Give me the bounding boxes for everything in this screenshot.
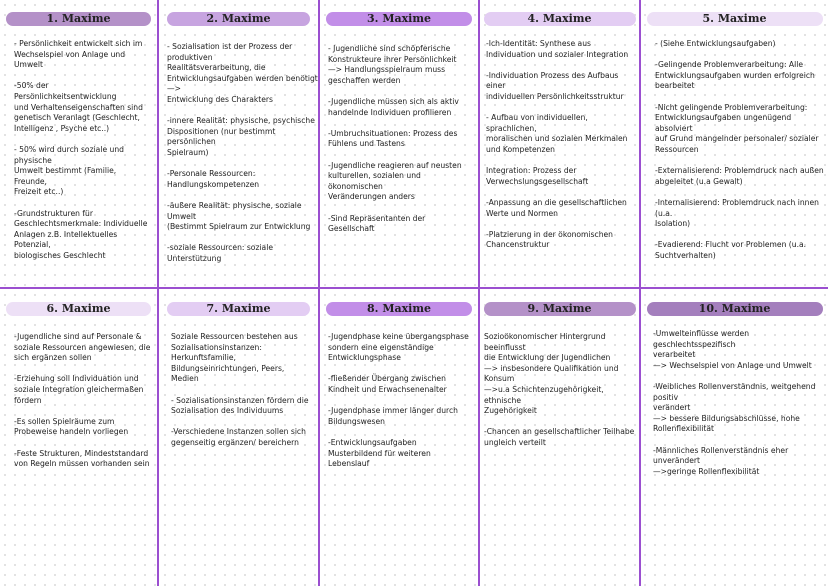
card-item: -Es sollen Spielräume zum Probeweise handeln vorliegen [14, 416, 129, 437]
card-item: -Jugendphase immer länger durch Bildungswesen [328, 406, 458, 426]
card-item: -Jugendphase keine übergangsphase sondern eine eigenständige Entwicklungsphase [328, 332, 469, 363]
card-maxime-7 [159, 289, 318, 586]
card-item: - Persönlichkeit entwickelt sich im Wechselspiel von Anlage und Umwelt [14, 39, 143, 70]
card-title: 1. Maxime [6, 12, 151, 26]
card-item: -fließender Übergang zwischen Kindheit und Erwachsenenalter [328, 374, 447, 394]
card-item: -Gelingende Problemverarbeitung: Alle Entwicklungsaufgaben wurden erfolgreich bearbeitet [655, 60, 815, 91]
card-item: -Individuation Prozess des Aufbaus einer individuellen Persönlichkeitsstruktur [486, 70, 624, 101]
card-item: -Platzierung in der ökonomischen Chancenstruktur [486, 229, 613, 250]
card-item: -Entwicklungsaufgaben Musterbildend für weiteren Lebenslauf [328, 437, 431, 469]
card-item: - 50% wird durch soziale und physische Umwelt bestimmt (Familie, Freunde, Freizeit etc..) [14, 144, 124, 197]
card-item: -50% der Persönlichkeitsentwicklung und Verhaltenseigenschaften sind genetisch Veranlagt (Geschlecht, Intelligenz , Psyche etc..) [14, 81, 143, 133]
card-maxime-4 [480, 0, 639, 287]
card-item: -Umbruchsituationen: Prozess des Fühlens und Tastens [328, 128, 458, 149]
card-item: -Erziehung soll Individuation und soziale Integration gleichermaßen fördern [14, 374, 144, 405]
card-item: -innere Realität: physische, psychische Dispositionen (nur bestimmt persönlichen Spielraum) [167, 116, 315, 157]
card-maxime-6 [0, 289, 157, 586]
card-item: - Sozialisation ist der Prozess der produktiven Realitätsverarbeitung, die Entwicklungsaufgaben werden benötigt —> Entwicklung des Charakters [167, 42, 318, 104]
card-maxime-10 [641, 289, 828, 586]
card-title: 10. Maxime [647, 302, 823, 316]
card-item: Integration: Prozess der Verwechslungsgesellschaft [486, 166, 589, 186]
card-item: - Sozialisationsinstanzen fördern die Sozialisation des Individuums [171, 395, 309, 416]
card-maxime-2 [159, 0, 318, 287]
card-item: -Externalisierend: Problemdruck nach außen abgeleitet (u.a Gewalt) [655, 166, 824, 186]
card-title: 6. Maxime [6, 302, 151, 316]
card-item: -Chancen an gesellschaftlicher Teilhabe ungleich verteilt [484, 427, 635, 447]
card-item: -äußere Realität: physische, soziale Umwelt (Bestimmt Spielraum zur Entwicklung [167, 200, 311, 232]
card-maxime-9 [480, 289, 639, 586]
card-item: -Evadierend: Flucht vor Problemen (u.a. Suchtverhalten) [655, 240, 807, 260]
card-item: -Jugendliche müssen sich als aktiv handelnde Individuen profilieren [328, 96, 459, 117]
card-item: -Männliches Rollenverständnis eher unverändert —>geringe Rollenflexibilität [653, 445, 789, 476]
card-title: 2. Maxime [167, 12, 310, 26]
card-item: -Verschiedene Instanzen sollen sich gegenseitig ergänzen/ bereichern [171, 427, 306, 447]
card-item: -Personale Ressourcen: Handlungskompetenzen [167, 169, 260, 189]
card-title: 8. Maxime [326, 302, 472, 316]
card-title: 7. Maxime [167, 302, 310, 316]
card-item: -Umwelteinflüsse werden geschlechtsspezifisch verarbeitet —> Wechselspiel von Anlage und Umwelt [653, 329, 812, 370]
card-item: Sozioökonomischer Hintergrund beeinflusst die Entwicklung der Jugendlichen —> insbesondere Qualifikation und Konsum —>u.a Schichtenzugehörigkeit, ethnische Zugehörigkeit [484, 332, 619, 416]
card-item: -soziale Ressourcen: soziale Unterstützung [167, 243, 273, 263]
card-item: -Nicht gelingende Problemverarbeitung: Entwicklungsaufgaben ungenügend absolviert auf Grund mangelnder personaler/ sozialer Ressourcen [655, 102, 819, 154]
card-maxime-3 [320, 0, 478, 287]
card-item: - Aufbau von individuellen, sprachlichen, moralischen und sozialen Merkmalen und Kompetenzen [486, 113, 628, 154]
card-item: -Internalisierend: Problemdruck nach innen (u.a. Isolation) [655, 197, 819, 229]
card-item: -Grundstrukturen für Geschlechtsmerkmale: Individuelle Anlagen z.B. Intellektuelles Potenzial, biologisches Geschlecht [14, 208, 148, 260]
card-item: Soziale Ressourcen bestehen aus Sozialisationsinstanzen: Herkunftsfamilie, Bildungseinrichtungen, Peers, Medien [171, 332, 298, 384]
card-title: 9. Maxime [484, 302, 636, 316]
card-item: -Jugendliche reagieren auf neusten kulturellen, sozialen und ökonomischen Veränderungen anders [328, 160, 462, 202]
card-item: -Jugendliche sind auf Personale & soziale Ressourcen angewiesen, die sich ergänzen sollen [14, 332, 151, 363]
card-title: 4. Maxime [484, 12, 636, 26]
card-maxime-1 [0, 0, 157, 287]
card-item: -Ich-Identität: Synthese aus Individuation und sozialer Integration [486, 39, 629, 59]
card-item: - (Siehe Entwicklungsaufgaben) [655, 39, 776, 48]
card-item: -Feste Strukturen, Mindeststandard von Regeln müssen vorhanden sein [14, 448, 150, 469]
card-item: - Jugendliche sind schöpferische Konstrukteure ihrer Persönlichkeit —> Handlungsspielraum muss geschaffen werden [328, 44, 457, 85]
card-item: -Weibliches Rollenverständnis, weitgehend positiv verändert —> bessere Bildungsabschlüsse, hohe Rollenflexibilität [653, 381, 816, 434]
card-item: -Sind Repräsentanten der Gesellschaft [328, 213, 426, 234]
card-title: 5. Maxime [647, 12, 823, 26]
card-item: -Anpassung an die gesellschaftlichen Werte und Normen [486, 197, 627, 218]
card-maxime-5 [641, 0, 828, 287]
card-maxime-8 [320, 289, 478, 586]
card-title: 3. Maxime [326, 12, 472, 26]
